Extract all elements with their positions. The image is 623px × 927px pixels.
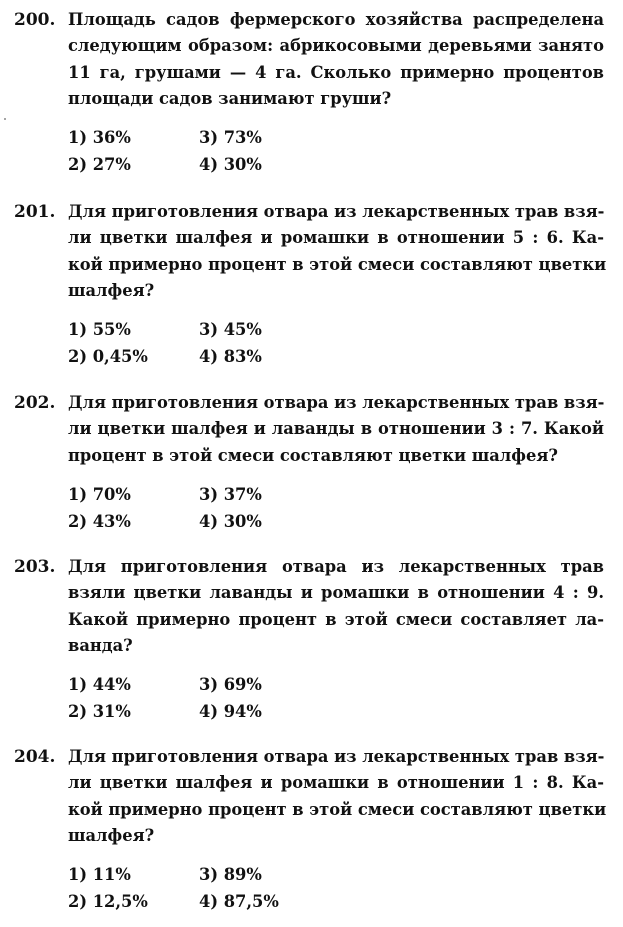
statement-line: шалфея? — [68, 280, 155, 300]
answer-option-2: 2) 12,5% — [68, 892, 148, 912]
answer-option-3: 3) 89% — [199, 865, 262, 885]
statement-line: процент в этой смеси составляют цветки шалфея? — [68, 445, 558, 465]
statement-line: площади садов занимают груши? — [68, 88, 392, 108]
answer-option-2: 2) 43% — [68, 511, 131, 531]
problem-203 — [14, 554, 604, 725]
answer-options — [68, 124, 604, 178]
answer-option-1: 1) 36% — [68, 128, 131, 148]
problem-statement — [68, 390, 604, 469]
problem-200 — [14, 7, 604, 178]
statement-line: 11 га, грушами — 4 га. Сколько примерно процентов — [68, 62, 604, 82]
statement-line: кой примерно процент в этой смеси составляют цветки — [68, 799, 607, 819]
scan-speck — [4, 118, 6, 120]
problem-statement — [68, 199, 607, 304]
problem-statement — [68, 7, 604, 112]
answer-option-2: 2) 31% — [68, 702, 131, 722]
problem-number: 200. — [14, 10, 56, 30]
statement-line: Для приготовления отвара из лекарственных трав — [68, 557, 604, 576]
problem-202 — [14, 390, 604, 535]
answer-option-1: 1) 55% — [68, 320, 131, 340]
statement-line: следующим образом: абрикосовыми деревьями занято — [68, 36, 604, 56]
problem-statement — [68, 744, 607, 849]
answer-option-2: 2) 0,45% — [68, 347, 148, 367]
answer-options — [68, 316, 604, 370]
statement-line: шалфея? — [68, 825, 155, 845]
statement-line: взяли цветки лаванды и ромашки в отношении 4 : 9. — [68, 583, 604, 603]
statement-line: ли цветки шалфея и ромашки в отношении 1 : 8. Ка- — [68, 773, 604, 793]
answer-option-1: 1) 11% — [68, 865, 131, 885]
answer-option-3: 3) 45% — [199, 320, 262, 340]
statement-line: Какой примерно процент в этой смеси составляет ла- — [68, 609, 604, 629]
statement-line: Площадь садов фермерского хозяйства распределена — [68, 10, 604, 29]
statement-line: ли цветки шалфея и ромашки в отношении 5 : 6. Ка- — [68, 228, 604, 248]
statement-line: ли цветки шалфея и лаванды в отношении 3 : 7. Какой — [68, 419, 604, 439]
problem-number: 203. — [14, 557, 56, 577]
answer-option-4: 4) 87,5% — [199, 892, 279, 912]
answer-option-4: 4) 83% — [199, 347, 262, 367]
answer-option-1: 1) 44% — [68, 675, 131, 695]
answer-option-4: 4) 30% — [199, 511, 262, 531]
answer-options — [68, 481, 604, 535]
answer-option-4: 4) 94% — [199, 702, 262, 722]
problem-201 — [14, 199, 607, 370]
answer-option-4: 4) 30% — [199, 155, 262, 175]
problem-204 — [14, 744, 607, 915]
problem-number: 201. — [14, 202, 56, 222]
statement-line: Для приготовления отвара из лекарственных трав взя- — [68, 747, 605, 766]
problem-number: 202. — [14, 393, 56, 413]
statement-line: кой примерно процент в этой смеси составляют цветки — [68, 254, 607, 274]
answer-option-3: 3) 69% — [199, 675, 262, 695]
answer-option-2: 2) 27% — [68, 155, 131, 175]
answer-option-1: 1) 70% — [68, 484, 131, 504]
answer-options — [68, 671, 604, 725]
statement-line: ванда? — [68, 635, 133, 655]
problem-statement — [68, 554, 604, 659]
answer-options — [68, 861, 604, 915]
problem-number: 204. — [14, 747, 56, 767]
answer-option-3: 3) 73% — [199, 128, 262, 148]
statement-line: Для приготовления отвара из лекарственных трав взя- — [68, 393, 605, 412]
answer-option-3: 3) 37% — [199, 484, 262, 504]
statement-line: Для приготовления отвара из лекарственных трав взя- — [68, 202, 605, 221]
